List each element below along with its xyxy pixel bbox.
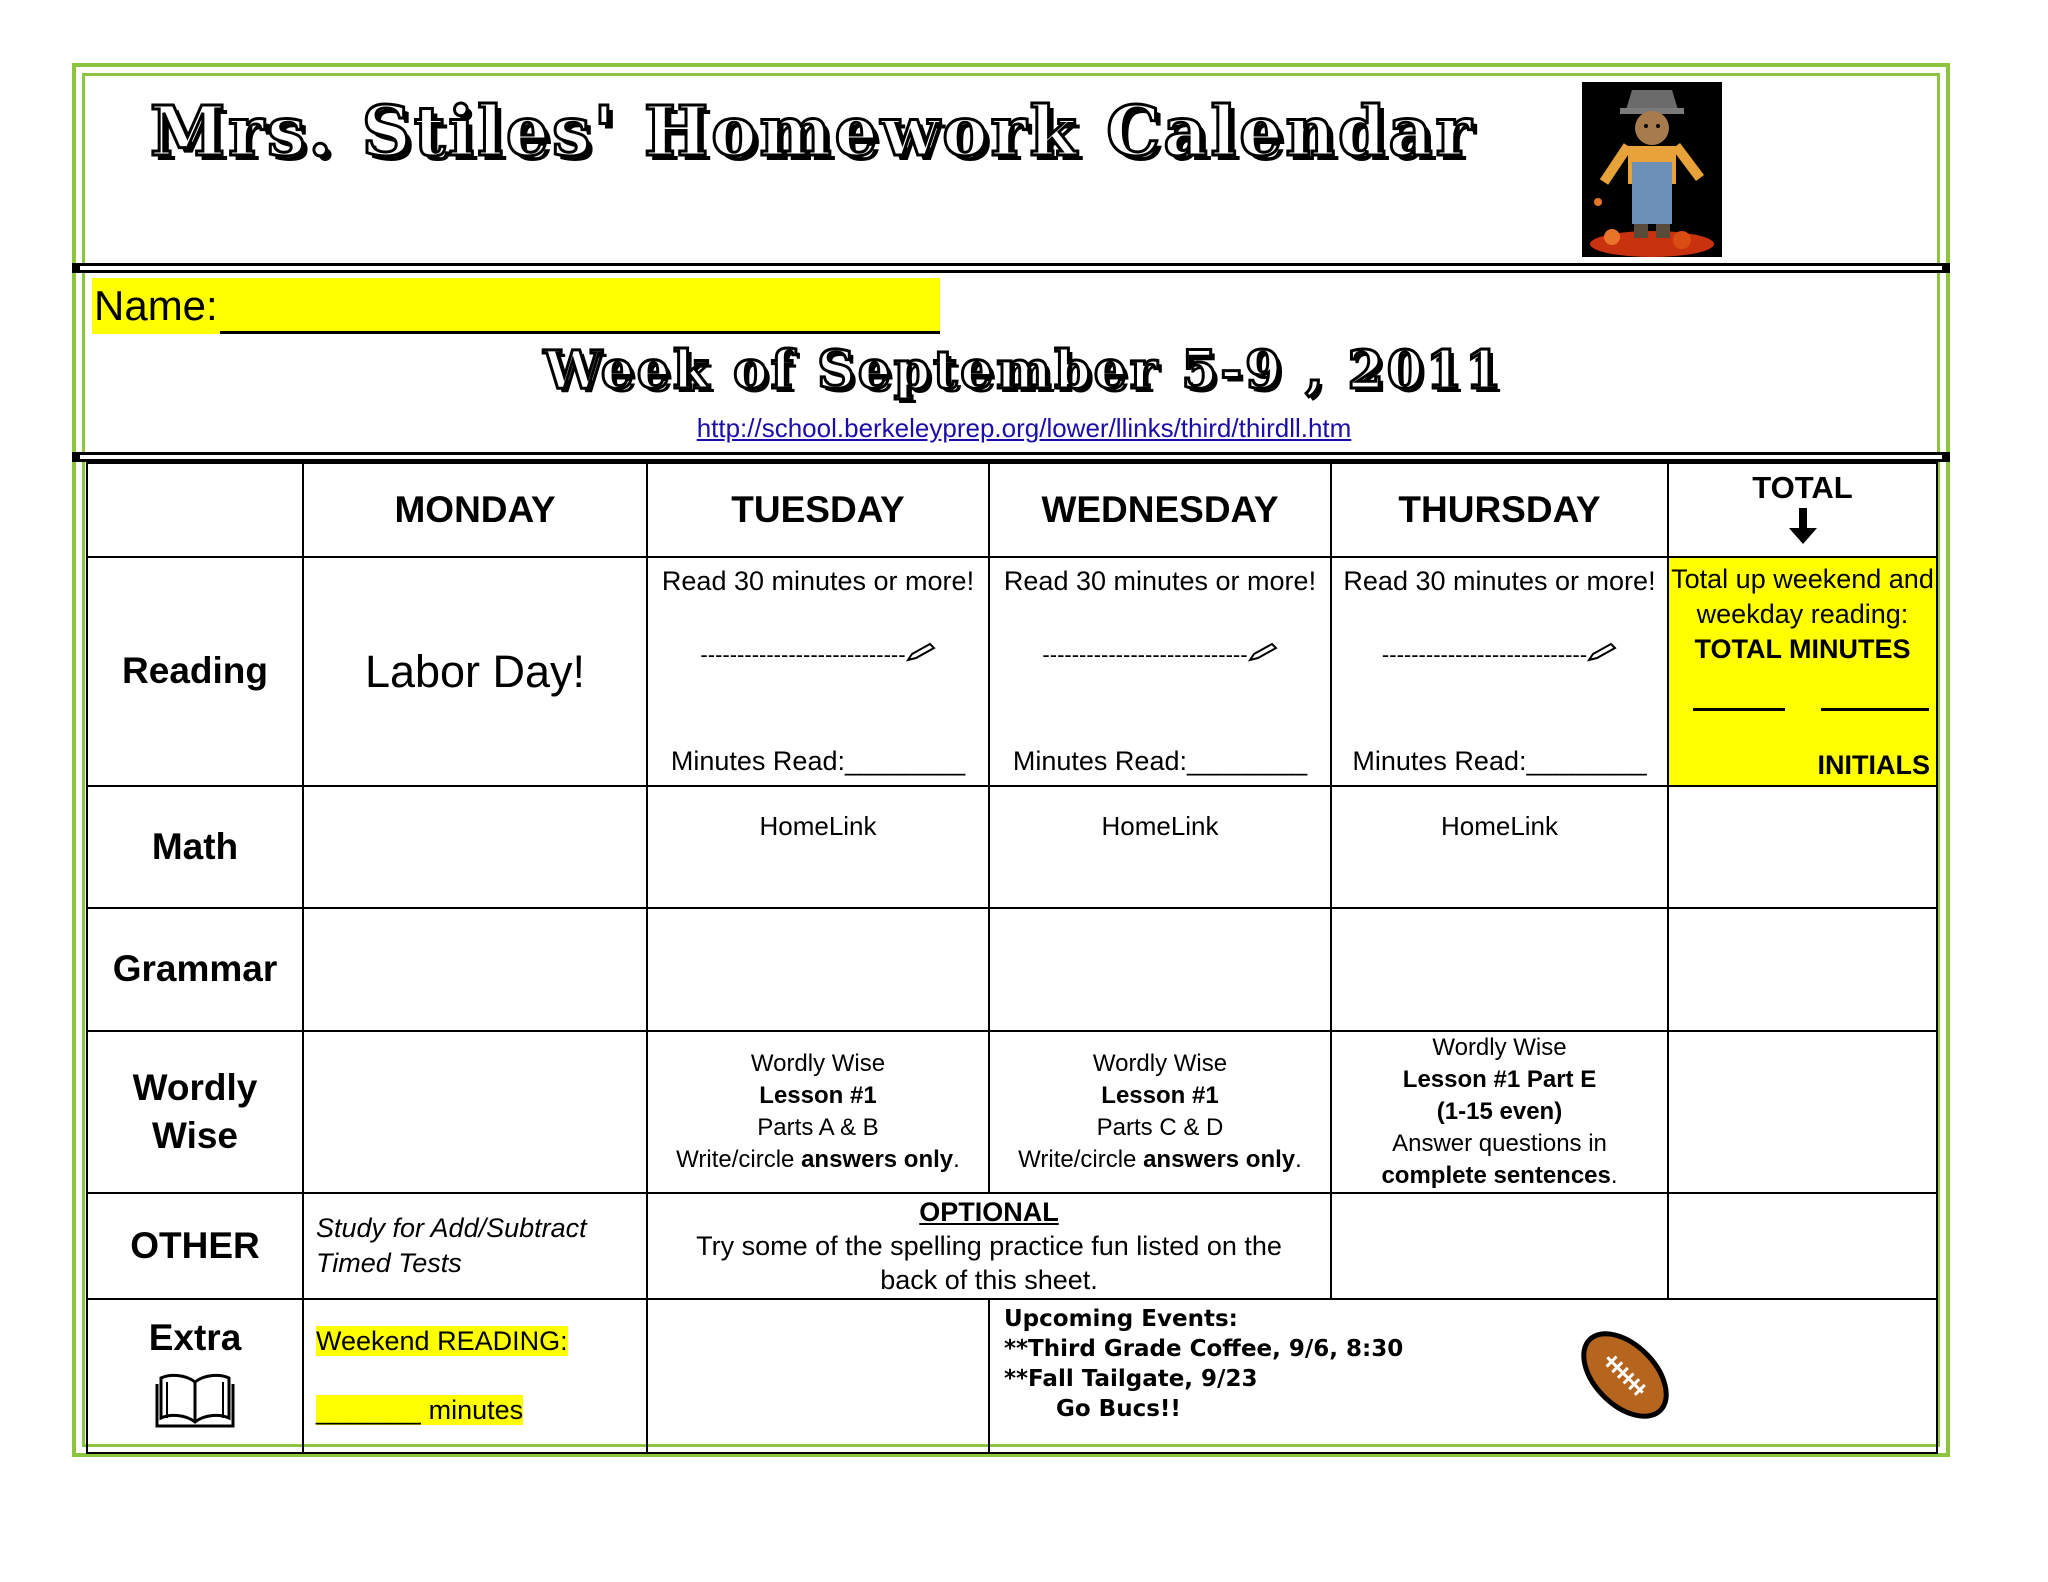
weekend-minutes[interactable] xyxy=(316,1395,646,1426)
minutes-read-field[interactable]: Minutes Read:________ xyxy=(1352,746,1647,776)
upcoming-events xyxy=(989,1299,1937,1453)
total-line-2: weekday reading: xyxy=(1696,599,1909,629)
ww-period: . xyxy=(953,1146,960,1173)
extra-row xyxy=(87,1299,1937,1453)
pencil-icon xyxy=(906,642,936,662)
other-optional xyxy=(647,1193,1331,1299)
math-monday xyxy=(303,786,647,908)
pencil-icon xyxy=(1587,642,1617,662)
ww-parts: Parts C & D xyxy=(1096,1114,1224,1141)
name-label: Name: xyxy=(94,282,218,329)
corner-cell xyxy=(87,463,303,557)
other-row xyxy=(87,1193,1937,1299)
initials-blank[interactable] xyxy=(1821,708,1929,711)
col-monday: MONDAY xyxy=(303,463,647,557)
weekend-reading-label: Weekend READING: xyxy=(316,1326,568,1356)
divider-bottom xyxy=(72,452,1950,462)
extra-tuesday xyxy=(647,1299,989,1453)
wordly-wednesday xyxy=(989,1031,1331,1193)
study-line-1: Study for Add/Subtract xyxy=(316,1213,587,1243)
wordly-thursday xyxy=(1331,1031,1668,1193)
ww-lesson: Lesson #1 xyxy=(1101,1082,1219,1109)
ww-complete xyxy=(1332,1160,1667,1192)
reading-row xyxy=(87,557,1937,786)
row-label-reading: Reading xyxy=(87,557,303,786)
total-heading: TOTAL xyxy=(1752,469,1853,505)
col-wednesday: WEDNESDAY xyxy=(989,463,1331,557)
reading-thursday xyxy=(1331,557,1668,786)
name-field[interactable] xyxy=(92,278,940,334)
reading-prompt: Read 30 minutes or more! xyxy=(1003,566,1317,596)
grammar-total xyxy=(1668,908,1937,1031)
weekend-minutes-blank[interactable]: _______ xyxy=(316,1395,422,1425)
wordly-tuesday xyxy=(647,1031,989,1193)
ww-answer: Answer questions in xyxy=(1392,1130,1607,1157)
event-item: **Fall Tailgate, 9/23 xyxy=(1004,1366,1258,1392)
ww-answers-only: answers only xyxy=(801,1146,954,1173)
minutes-read-field[interactable]: Minutes Read:________ xyxy=(670,746,966,776)
ww-write: Write/circle xyxy=(1018,1146,1144,1173)
name-line[interactable] xyxy=(220,291,940,334)
other-total xyxy=(1668,1193,1937,1299)
wordly-monday xyxy=(303,1031,647,1193)
ww-complete-sentences: complete sentences xyxy=(1381,1162,1611,1189)
ww-parts: Parts A & B xyxy=(757,1114,879,1141)
row-label-math: Math xyxy=(87,786,303,908)
other-thursday xyxy=(1331,1193,1668,1299)
reading-prompt: Read 30 minutes or more! xyxy=(661,566,975,596)
ww-period: . xyxy=(1610,1162,1618,1189)
col-tuesday: TUESDAY xyxy=(647,463,989,557)
other-monday xyxy=(303,1193,647,1299)
grammar-wednesday xyxy=(989,908,1331,1031)
page-title: Mrs. Stiles' Homework Calendar xyxy=(150,92,1475,172)
study-line-2: Timed Tests xyxy=(316,1248,462,1278)
events-title: Upcoming Events: xyxy=(1004,1306,1238,1332)
math-wednesday xyxy=(989,786,1331,908)
grammar-monday xyxy=(303,908,647,1031)
reading-dashes xyxy=(990,642,1330,668)
events-list xyxy=(1004,1304,1403,1424)
arrow-down-icon xyxy=(1785,506,1821,546)
reading-total xyxy=(1668,557,1937,786)
extra-label: Extra xyxy=(148,1317,242,1358)
optional-text: Try some of the spelling practice fun listed on the back of this sheet. xyxy=(696,1231,1282,1295)
dash-line: ---------------------------- xyxy=(1042,642,1248,667)
math-row xyxy=(87,786,1937,908)
row-label-wordly-wise xyxy=(87,1031,303,1193)
extra-monday xyxy=(303,1299,647,1453)
wordly-wise-row xyxy=(87,1031,1937,1193)
divider-top xyxy=(72,263,1950,273)
reading-dashes xyxy=(648,642,988,668)
wordly-label: Wordly xyxy=(132,1066,258,1108)
math-tuesday xyxy=(647,786,989,908)
col-total xyxy=(1668,463,1937,557)
dash-line: ---------------------------- xyxy=(700,642,906,667)
row-label-extra xyxy=(87,1299,303,1453)
pencil-icon xyxy=(1248,642,1278,662)
total-line-1: Total up weekend and xyxy=(1671,564,1934,594)
math-thursday xyxy=(1331,786,1668,908)
math-total xyxy=(1668,786,1937,908)
dash-line: ---------------------------- xyxy=(1381,642,1588,667)
ww-write: Write/circle xyxy=(676,1146,802,1173)
grammar-thursday xyxy=(1331,908,1668,1031)
grammar-row xyxy=(87,908,1937,1031)
grammar-tuesday xyxy=(647,908,989,1031)
header-row xyxy=(87,463,1937,557)
event-item: **Third Grade Coffee, 9/6, 8:30 xyxy=(1004,1336,1404,1362)
weekend-reading xyxy=(316,1326,646,1357)
scarecrow-image xyxy=(1582,82,1722,257)
week-heading: Week of September 5-9 , 2011 xyxy=(543,340,1505,401)
homelink-text: HomeLink xyxy=(759,811,877,841)
minutes-read-field[interactable]: Minutes Read:________ xyxy=(1012,746,1308,776)
homelink-text: HomeLink xyxy=(1101,811,1219,841)
weekend-minutes-label: minutes xyxy=(421,1395,524,1425)
ww-instructions xyxy=(648,1144,988,1176)
row-label-grammar: Grammar xyxy=(87,908,303,1031)
ww-title: Wordly Wise xyxy=(750,1050,886,1077)
optional-heading: OPTIONAL xyxy=(919,1197,1059,1227)
football-icon xyxy=(1570,1320,1680,1430)
ww-lesson: Lesson #1 xyxy=(759,1082,877,1109)
ww-title: Wordly Wise xyxy=(1432,1034,1567,1061)
initials-label: INITIALS xyxy=(1817,750,1930,780)
ww-instructions xyxy=(990,1144,1330,1176)
col-thursday: THURSDAY xyxy=(1331,463,1668,557)
ww-range: (1-15 even) xyxy=(1436,1098,1563,1125)
total-minutes-label: TOTAL MINUTES xyxy=(1694,634,1911,664)
reading-tuesday xyxy=(647,557,989,786)
reading-dashes xyxy=(1332,642,1667,668)
event-item: Go Bucs!! xyxy=(1056,1396,1181,1422)
total-blanks[interactable] xyxy=(1693,708,1924,712)
row-label-other: OTHER xyxy=(87,1193,303,1299)
scarecrow-icon xyxy=(1582,82,1722,257)
ww-answers-only: answers only xyxy=(1143,1146,1296,1173)
ww-period: . xyxy=(1295,1146,1302,1173)
wise-label: Wise xyxy=(151,1115,239,1156)
reading-wednesday xyxy=(989,557,1331,786)
ww-lesson: Lesson #1 Part E xyxy=(1402,1066,1597,1093)
reading-monday: Labor Day! xyxy=(303,557,647,786)
reading-link[interactable]: http://school.berkeleyprep.org/lower/llinks/third/thirdll.htm xyxy=(696,413,1352,443)
total-minutes-blank[interactable] xyxy=(1693,708,1785,711)
ww-title: Wordly Wise xyxy=(1092,1050,1228,1077)
reading-prompt: Read 30 minutes or more! xyxy=(1343,566,1656,596)
homework-grid xyxy=(86,462,1938,1454)
wordly-total xyxy=(1668,1031,1937,1193)
total-instructions xyxy=(1669,562,1936,667)
book-icon xyxy=(155,1370,235,1430)
homelink-text: HomeLink xyxy=(1440,811,1559,841)
